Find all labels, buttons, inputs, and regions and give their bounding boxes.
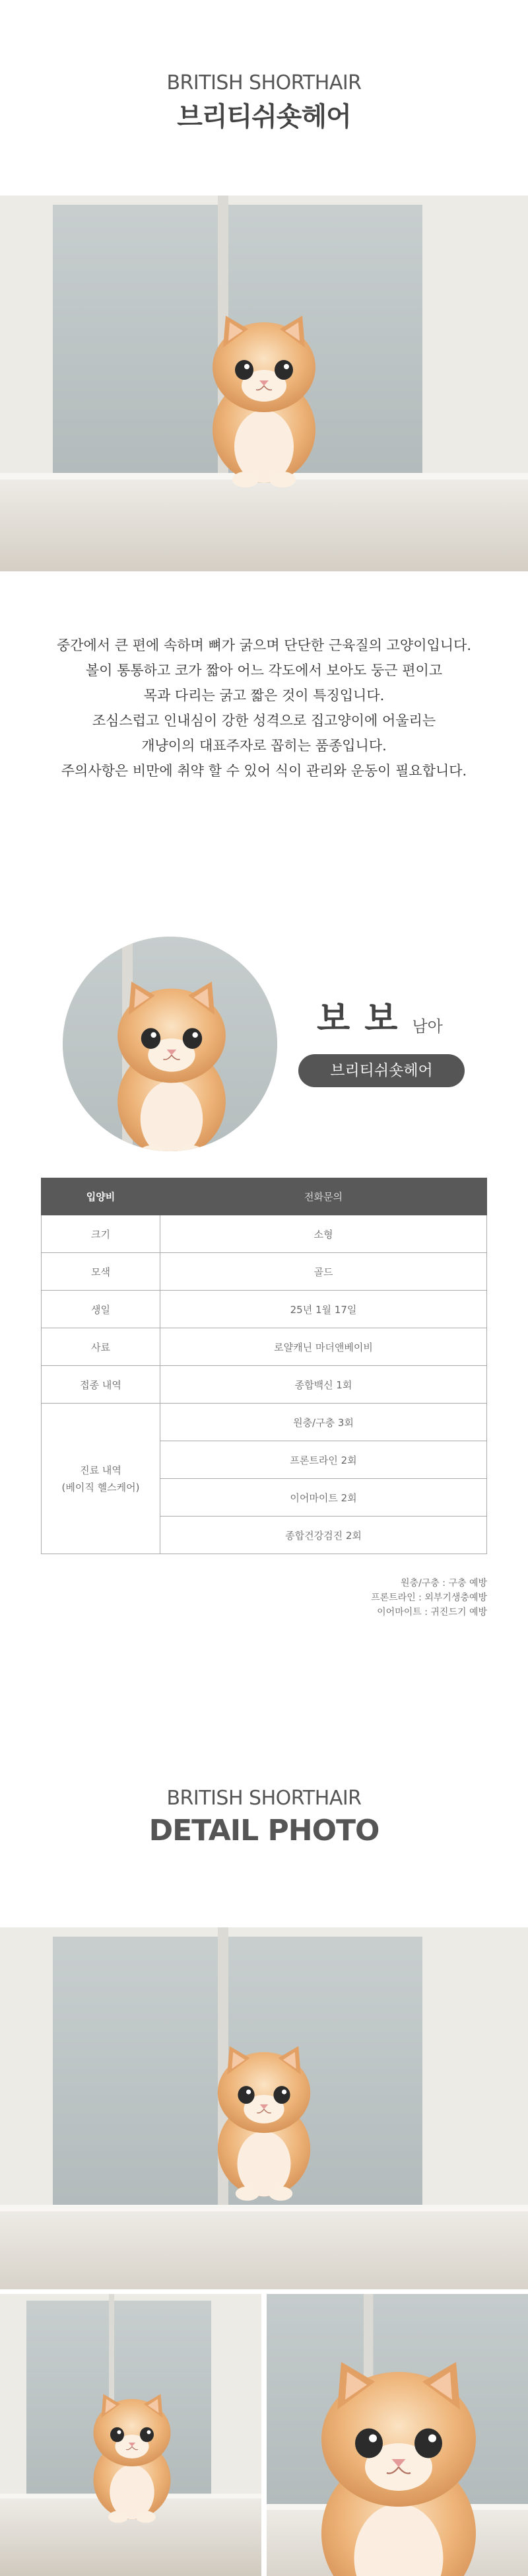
pet-name-block xyxy=(317,991,488,1040)
detail-photo-title: DETAIL PHOTO xyxy=(148,1814,380,1847)
table-value: 25년 1월 17일 xyxy=(160,1291,487,1328)
pet-gender: 남아 xyxy=(412,1017,443,1036)
table-row xyxy=(42,1215,487,1253)
table-value: 전화문의 xyxy=(160,1178,487,1215)
table-key: 생일 xyxy=(42,1291,160,1328)
table-key: 사료 xyxy=(42,1328,160,1366)
description-line: 조심스럽고 인내심이 강한 성격으로 집고양이에 어울리는 xyxy=(92,713,436,729)
section-header-top xyxy=(0,71,528,133)
note-line: 프론트라인 : 외부기생충예방 xyxy=(371,1592,487,1603)
care-key-subline: (베이직 헬스케어) xyxy=(61,1481,140,1493)
profile-photo xyxy=(63,937,277,1151)
care-history-key xyxy=(42,1404,160,1554)
table-row xyxy=(42,1178,487,1215)
pet-info-table xyxy=(41,1178,487,1554)
table-value: 종합백신 1회 xyxy=(160,1366,487,1404)
table-value: 소형 xyxy=(160,1215,487,1253)
table-value: 골드 xyxy=(160,1253,487,1291)
detail-photo-right xyxy=(267,2294,528,2576)
breed-description xyxy=(0,633,528,783)
description-line: 중간에서 큰 편에 속하며 뼈가 굵으며 단단한 근육질의 고양이입니다. xyxy=(56,637,472,653)
detail-photo-large xyxy=(0,1927,528,2289)
detail-photo-left xyxy=(0,2294,261,2576)
breed-english-title: BRITISH SHORTHAIR xyxy=(166,71,362,94)
note-line: 원충/구충 : 구충 예방 xyxy=(401,1578,487,1589)
description-line: 볼이 통통하고 코가 짧아 어느 각도에서 보아도 둥근 편이고 xyxy=(85,662,443,678)
care-key-line: 진료 내역 xyxy=(80,1464,121,1476)
table-row xyxy=(42,1291,487,1328)
table-row xyxy=(42,1253,487,1291)
table-value: 이어마이트 2회 xyxy=(160,1479,487,1517)
table-value: 종합건강검진 2회 xyxy=(160,1517,487,1554)
table-key: 입양비 xyxy=(42,1178,160,1215)
table-row xyxy=(42,1366,487,1404)
section-header-detail xyxy=(0,1787,528,1847)
detail-english-subtitle: BRITISH SHORTHAIR xyxy=(166,1787,362,1810)
table-row xyxy=(42,1404,487,1441)
table-row xyxy=(42,1328,487,1366)
table-key: 접종 내역 xyxy=(42,1366,160,1404)
breed-badge: 브리티쉬숏헤어 xyxy=(298,1054,465,1087)
table-value: 원충/구충 3회 xyxy=(160,1404,487,1441)
breed-korean-title: 브리티쉬숏헤어 xyxy=(177,102,351,132)
pet-name: 보보 xyxy=(317,999,412,1039)
description-line: 주의사항은 비만에 취약 할 수 있어 식이 관리와 운동이 필요합니다. xyxy=(61,763,467,779)
hero-cat-photo xyxy=(0,196,528,571)
description-line: 개냥이의 대표주자로 꼽히는 품종입니다. xyxy=(141,738,387,754)
table-value: 로얄캐닌 마더앤베이비 xyxy=(160,1328,487,1366)
care-notes xyxy=(371,1576,487,1620)
table-value: 프론트라인 2회 xyxy=(160,1441,487,1479)
note-line: 이어마이트 : 귀진드기 예방 xyxy=(377,1607,487,1618)
description-line: 목과 다리는 굵고 짧은 것이 특징입니다. xyxy=(143,688,385,703)
table-key: 모색 xyxy=(42,1253,160,1291)
table-key: 크기 xyxy=(42,1215,160,1253)
